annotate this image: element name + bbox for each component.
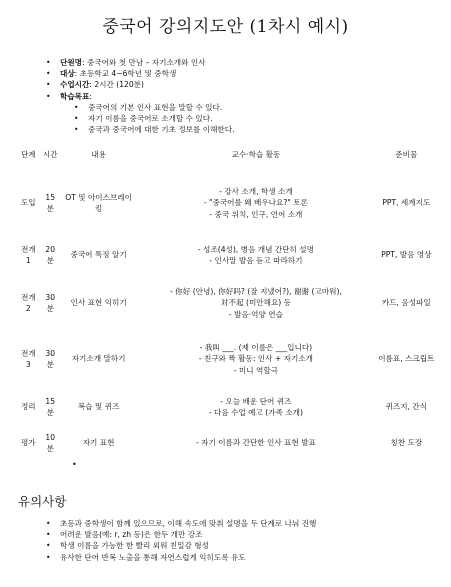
cell-content: 자기 표현 [82, 438, 115, 448]
cell-content: OT 및 아이스브레이킹 [65, 192, 132, 213]
cell-content: 중국어 특징 알기 [70, 250, 127, 260]
cell-stage: 평가 [20, 438, 36, 448]
table-row [16, 234, 438, 276]
activity-line: 对不起 (미안해요) 등 [220, 298, 292, 308]
activity-line: - "중국어를 왜 배우나요?" 토론 [203, 198, 308, 208]
cell-activity [137, 172, 374, 234]
goals-list [60, 102, 235, 136]
info-value: 중국어와 첫 만남 – 자기소개와 인사 [87, 58, 206, 67]
activity-line: - 你好 (안녕), 你好吗? (잘 지냈어?), 谢谢 (고마워), [169, 286, 342, 296]
notes-list [46, 518, 316, 563]
cell-prep: 카드, 음성파일 [381, 298, 431, 308]
header-stage: 단계 [20, 150, 36, 160]
note-item: • 학생 이름을 가능한 한 빨리 외워 친밀감 형성 [46, 540, 316, 551]
activity-line: - 강사 소개, 학생 소개 [219, 186, 293, 196]
activity-line: - 발음·억양 연습 [228, 309, 283, 319]
cell-prep: 칭찬 도장 [390, 438, 423, 448]
goal-item: • 중국과 중국어에 대한 기초 정보를 이해한다. [74, 124, 235, 135]
info-item-target: • 대상: 초등학교 4~6학년 및 중학생 [46, 68, 235, 79]
cell-content: 인사 표현 익히기 [70, 298, 127, 308]
activity-line: - 다음 수업 예고 (가족 소개) [208, 408, 303, 417]
cell-time: 30분 [45, 292, 56, 313]
cell-content: 자기소개 말하기 [71, 354, 126, 364]
info-key: 수업시간 [60, 80, 90, 90]
header-content: 내용 [91, 150, 106, 160]
cell-activity [137, 276, 374, 330]
cell-activity [137, 426, 374, 460]
goal-item: • 자기 이름을 중국어로 소개할 수 있다. [74, 113, 235, 124]
cell-content: 복습 및 퀴즈 [77, 402, 120, 412]
info-key: 단원명 [60, 58, 83, 67]
cell-stage: 전개 3 [20, 348, 36, 369]
cell-prep: PPT, 발음 영상 [381, 250, 432, 260]
activity-line: - 자기 이름과 간단한 인사 표현 발표 [195, 438, 316, 448]
cell-time: 15분 [45, 192, 56, 213]
table-row [16, 426, 438, 460]
activity-line: - 친구와 짝 활동: 인사 + 자기소개 [198, 354, 313, 364]
notes-heading: 유의사항 [18, 494, 67, 509]
note-item: • 초등과 중학생이 함께 있으므로, 이해 속도에 맞춰 설명을 두 단계로 나눠 진행 [46, 518, 316, 529]
cell-time: 20분 [45, 244, 56, 265]
info-item-unit: • 단원명: 중국어와 첫 만남 – 자기소개와 인사 [46, 57, 235, 68]
info-value: 2시간 (120분) [94, 80, 144, 90]
activity-line: - 我叫 ___. (제 이름은 ___입니다) [199, 342, 313, 352]
cell-stage: 전개 1 [20, 244, 36, 265]
cell-activity [137, 330, 374, 388]
note-item: • 유사한 단어 반복 노출을 통해 자연스럽게 익히도록 유도 [46, 552, 316, 563]
table-row [16, 330, 438, 388]
cell-prep: 퀴즈지, 간식 [385, 402, 428, 412]
activity-line: - 성조(4성), 병음 개념 간단히 설명 [197, 244, 314, 254]
header-time: 시간 [42, 150, 58, 160]
cell-stage: 정리 [20, 402, 36, 412]
table-row [16, 276, 438, 330]
cell-stage: 전개 2 [20, 292, 36, 313]
cell-activity [137, 388, 374, 426]
info-item-time: • 수업시간: 2시간 (120분) [46, 79, 235, 90]
note-item: • 어려운 발음(예: r, zh 등)은 한두 개만 강조 [46, 529, 316, 540]
page-title: 중국어 강의지도안 (1차시 예시) [102, 17, 349, 37]
activity-line: - 미니 역할극 [233, 365, 279, 375]
cell-time: 30분 [45, 348, 56, 369]
lesson-plan-table [16, 138, 438, 460]
info-item-goals: • 학습목표: • 중국어의 기본 인사 표현을 말할 수 있다. • 자기 이름을 중국어로 소개할 수 있다. • 중국과 중국어에 대한 기초 정보를 이해한다. [46, 91, 235, 136]
header-prep: 준비물 [395, 150, 418, 160]
activity-line: - 오늘 배운 단어 퀴즈 [220, 396, 292, 406]
cell-stage: 도입 [20, 198, 36, 208]
activity-line: - 인사말 발음 듣고 따라하기 [209, 256, 303, 265]
cell-prep: 이름표, 스크립트 [378, 354, 435, 364]
cell-prep: PPT, 세계지도 [382, 198, 431, 208]
goal-item: • 중국어의 기본 인사 표현을 말할 수 있다. [74, 102, 235, 113]
table-header-row [16, 138, 438, 172]
info-key: 대상 [60, 69, 75, 79]
activity-line: - 중국 위치, 인구, 언어 소개 [209, 209, 303, 219]
header-activity: 교수·학습 활동 [231, 150, 281, 160]
lesson-info-list [46, 57, 235, 135]
cell-activity [137, 234, 374, 276]
table-row [16, 172, 438, 234]
table-row [16, 388, 438, 426]
cell-time: 10분 [45, 432, 56, 453]
stray-bullet: • [72, 460, 77, 469]
info-key: 학습목표 [60, 91, 90, 101]
cell-time: 15분 [45, 396, 56, 417]
info-value: 초등학교 4~6학년 및 중학생 [79, 69, 177, 79]
